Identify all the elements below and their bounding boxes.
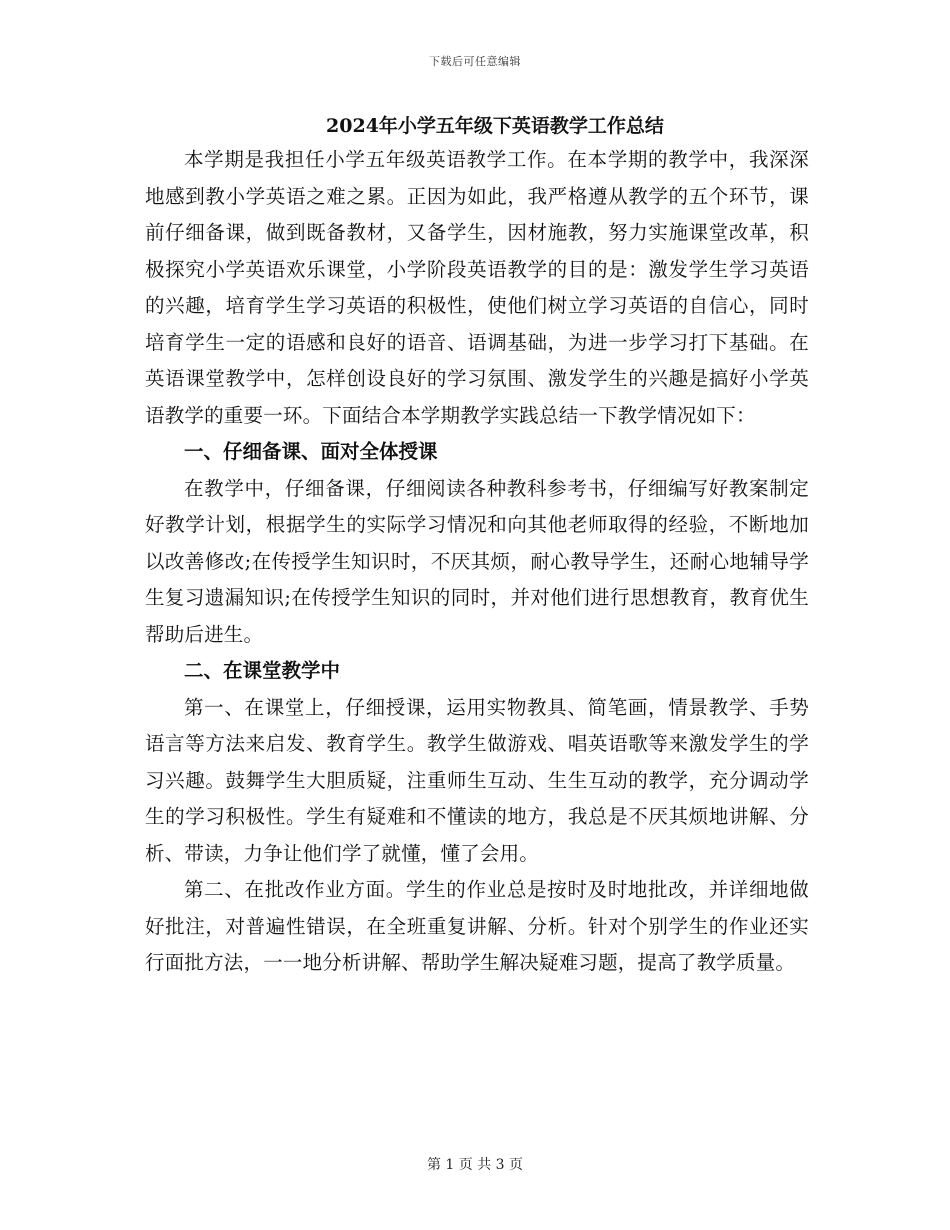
intro-paragraph: 本学期是我担任小学五年级英语教学工作。在本学期的教学中，我深深地感到教小学英语之难之累。正因为如此，我严格遵从教学的五个环节，课前仔细备课，做到既备教材，又备学生，因材施教，努力实施课堂改革，积极探究小学英语欢乐课堂，小学阶段英语教学的目的是：激发学生学习英语的兴趣，培育学生学习英语的积极性，使他们树立学习英语的自信心，同时培育学生一定的语感和良好的语音、语调基础，为进一步学习打下基础。在英语课堂教学中，怎样创设良好的学习氛围、激发学生的兴趣是搞好小学英语教学的重要一环。下面结合本学期教学实践总结一下教学情况如下： [145,148,809,427]
page-footer: 第 1 页 共 3 页 [426,1157,524,1173]
section-1-heading: 一、仔细备课、面对全体授课 [184,440,438,463]
section-2-paragraph-1: 第一、在课堂上，仔细授课，运用实物教具、简笔画，情景教学、手势语言等方法来启发、教育学生。教学生做游戏、唱英语歌等来激发学生的学习兴趣。鼓舞学生大胆质疑，注重师生互动、生生互动的教学，充分调动学生的学习积极性。学生有疑难和不懂读的地方，我总是不厌其烦地讲解、分析、带读，力争让他们学了就懂，懂了会用。 [145,695,809,865]
section-1-paragraph: 在教学中，仔细备课，仔细阅读各种教科参考书，仔细编写好教案制定好教学计划，根据学生的实际学习情况和向其他老师取得的经验，不断地加以改善修改;在传授学生知识时，不厌其烦，耐心教导学生，还耐心地辅导学生复习遗漏知识;在传授学生知识的同时，并对他们进行思想教育，教育优生帮助后进生。 [145,476,809,646]
document-title: 2024年小学五年级下英语教学工作总结 [326,115,664,137]
section-2-heading: 二、在课堂教学中 [184,659,341,682]
document-body [145,112,809,982]
header-note: 下载后可任意编辑 [429,55,521,68]
section-2-paragraph-2: 第二、在批改作业方面。学生的作业总是按时及时地批改，并详细地做好批注，对普遍性错误，在全班重复讲解、分析。针对个别学生的作业还实行面批方法，一一地分析讲解、帮助学生解决疑难习题，提高了教学质量。 [145,878,809,974]
